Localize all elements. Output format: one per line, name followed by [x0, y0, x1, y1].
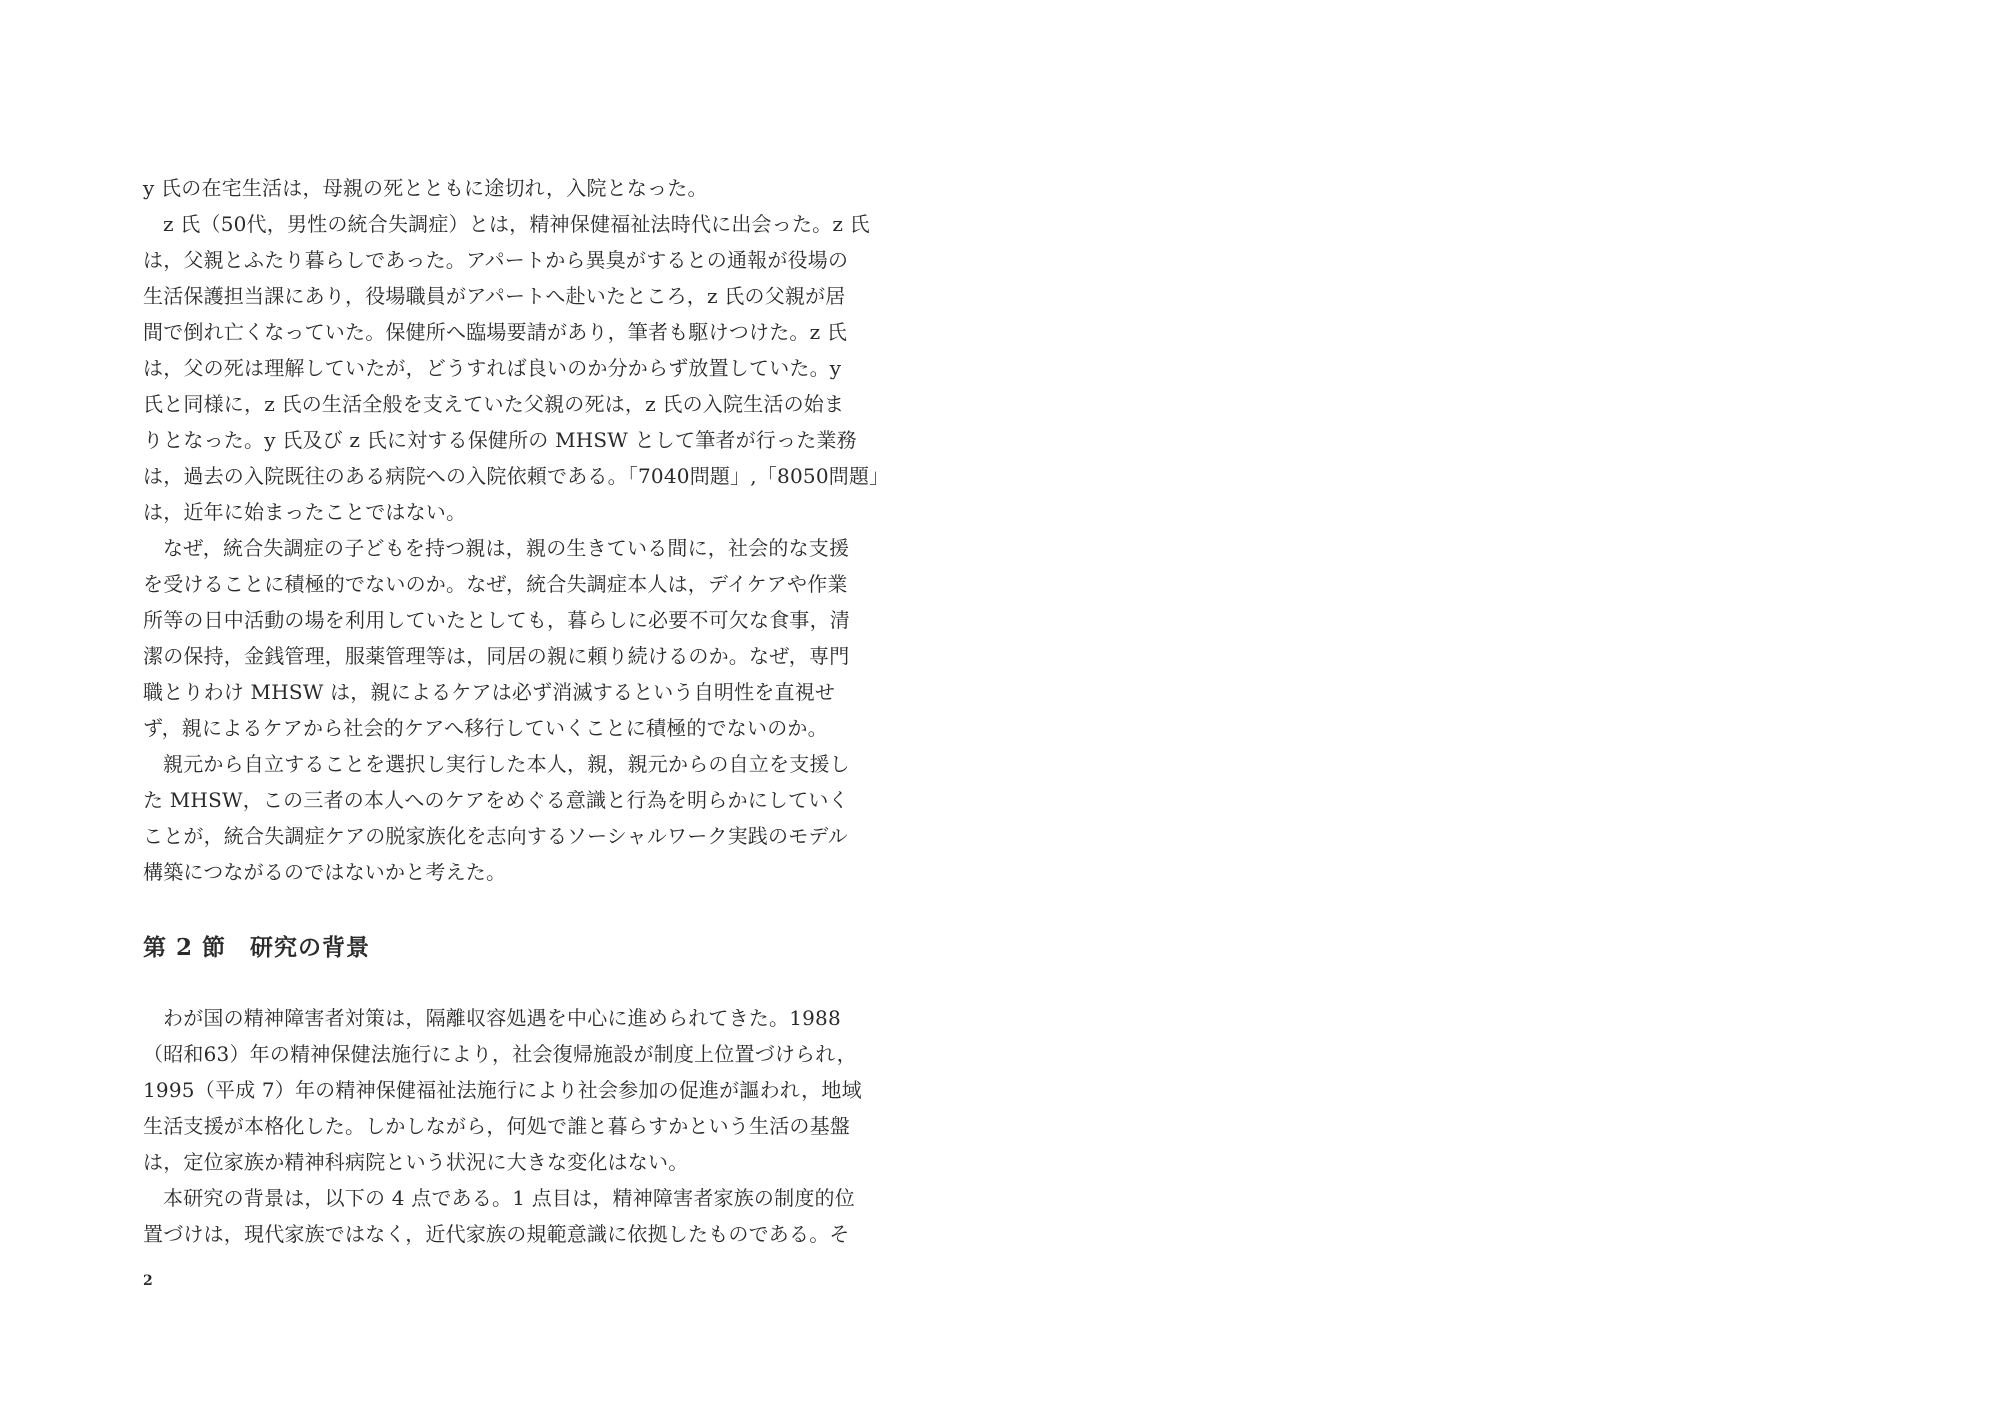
text-line: は，定位家族か精神科病院という状況に大きな変化はない。 — [143, 1150, 689, 1174]
text-line: わが国の精神障害者対策は，隔離収容処遇を中心に進められてきた。1988 — [163, 1006, 841, 1030]
text-line: た MHSW，この三者の本人へのケアをめぐる意識と行為を明らかにしていく — [143, 788, 849, 812]
text-line: ず，親によるケアから社会的ケアへ移行していくことに積極的でないのか。 — [143, 716, 828, 740]
text-line: 置づけは，現代家族ではなく，近代家族の規範意識に依拠したものである。そ — [143, 1222, 850, 1246]
text-line: y 氏の在宅生活は，母親の死とともに途切れ，入院となった。 — [143, 176, 708, 200]
text-line: は，近年に始まったことではない。 — [143, 500, 467, 524]
text-line: なぜ，統合失調症の子どもを持つ親は，親の生きている間に，社会的な支援 — [163, 536, 850, 560]
text-line: りとなった。y 氏及び z 氏に対する保健所の MHSW として筆者が行った業務 — [143, 428, 857, 452]
page-number: 2 — [143, 1273, 153, 1289]
text-line: 1995（平成 7）年の精神保健福祉法施行により社会参加の促進が謳われ，地域 — [143, 1078, 862, 1102]
text-line: ことが，統合失調症ケアの脱家族化を志向するソーシャルワーク実践のモデル — [143, 824, 848, 848]
right-page — [1000, 0, 2000, 1414]
text-line: 親元から自立することを選択し実行した本人，親，親元からの自立を支援し — [163, 752, 850, 776]
text-line: 氏と同様に，z 氏の生活全般を支えていた父親の死は，z 氏の入院生活の始ま — [143, 392, 845, 416]
text-line: は，過去の入院既往のある病院への入院依頼である。「7040問題」,「8050問題」 — [143, 464, 890, 488]
text-line: （昭和63）年の精神保健法施行により，社会復帰施設が制度上位置づけられ， — [143, 1042, 857, 1066]
text-line: 所等の日中活動の場を利用していたとしても，暮らしに必要不可欠な食事，清 — [143, 608, 850, 632]
text-line: 本研究の背景は，以下の 4 点である。1 点目は，精神障害者家族の制度的位 — [163, 1186, 855, 1210]
text-line: を受けることに積極的でないのか。なぜ，統合失調症本人は，デイケアや作業 — [143, 572, 848, 596]
text-line: z 氏（50代，男性の統合失調症）とは，精神保健福祉法時代に出会った。z 氏 — [163, 212, 870, 236]
text-line: 生活保護担当課にあり，役場職員がアパートへ赴いたところ，z 氏の父親が居 — [143, 284, 846, 308]
section-heading: 第 2 節 研究の背景 — [143, 934, 371, 961]
text-line: 潔の保持，金銭管理，服薬管理等は，同居の親に頼り続けるのか。なぜ，専門 — [143, 644, 850, 668]
text-line: 間で倒れ亡くなっていた。保健所へ臨場要請があり，筆者も駆けつけた。z 氏 — [143, 320, 848, 344]
text-line: 職とりわけ MHSW は，親によるケアは必ず消滅するという自明性を直視せ — [143, 680, 836, 704]
text-line: 生活支援が本格化した。しかしながら，何処で誰と暮らすかという生活の基盤 — [143, 1114, 850, 1138]
text-line: は，父親とふたり暮らしであった。アパートから異臭がするとの通報が役場の — [143, 248, 849, 272]
text-line: 構築につながるのではないかと考えた。 — [143, 860, 507, 884]
text-line: は，父の死は理解していたが，どうすれば良いのか分からず放置していた。y — [143, 356, 842, 380]
